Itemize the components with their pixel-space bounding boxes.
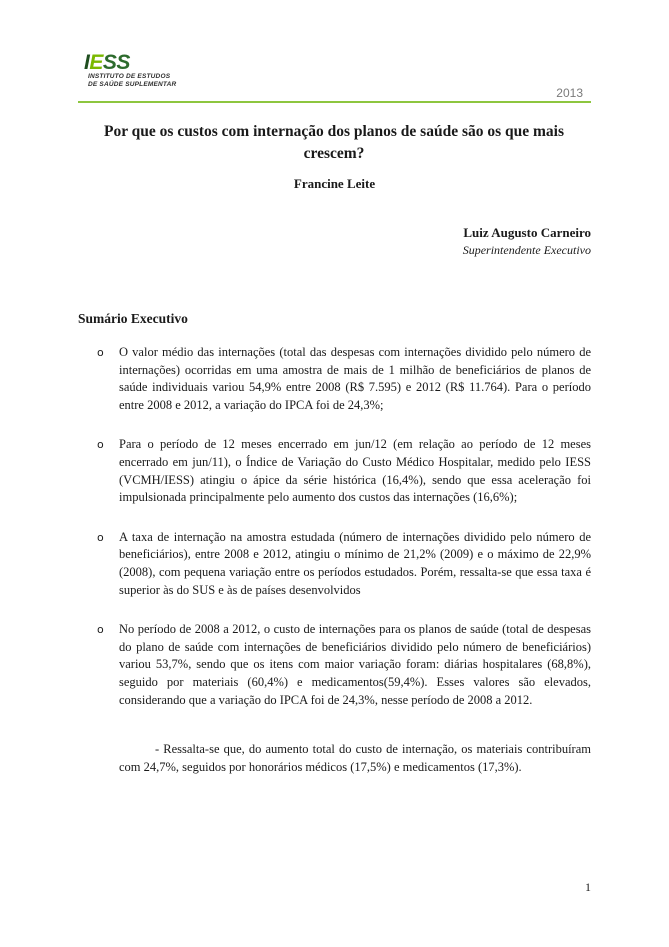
- bullet-text: O valor médio das internações (total das despesas com internações dividido pelo número de internações) ocorridas em uma amostra de mais de 1 milhão de beneficiários de planos de saúde individuais variou 54,9% entre 2008 (R$ 7.595) e 2012 (R$ 11.764). Para o período entre 2008 e 2012, a variação do IPCA foi de 24,3%;: [119, 345, 591, 412]
- bullet-text: Para o período de 12 meses encerrado em jun/12 (em relação ao período de 12 meses encerrado em jun/11), o Índice de Variação do Custo Médico Hospitalar, medido pelo IESS (VCMH/IESS) atingiu o ápice da série histórica (16,4%), sendo que essa aceleração foi impulsionada principalmente pelo aumento dos custos das internações (16,6%);: [119, 437, 591, 505]
- iess-logo: [84, 52, 176, 88]
- sub-note: - Ressalta-se que, do aumento total do custo de internação, os materiais contribuíram com 24,7%, seguidos por honorários médicos (17,5%) e medicamentos (17,3%).: [119, 742, 591, 774]
- summary-bullet-list: [97, 344, 591, 731]
- summary-bullet: [97, 436, 591, 506]
- logo-subtitle-line1: INSTITUTO DE ESTUDOS: [88, 73, 171, 80]
- author-primary: Francine Leite: [293, 176, 376, 191]
- bullet-marker-icon: o: [97, 346, 104, 359]
- header-year: 2013: [556, 86, 583, 100]
- bullet-marker-icon: o: [97, 530, 104, 544]
- author-secondary-name: Luiz Augusto Carneiro: [463, 225, 591, 240]
- summary-bullet: [97, 529, 591, 599]
- logo-subtitle-line2: DE SAÚDE SUPLEMENTAR: [88, 80, 177, 88]
- logo-mark: IESS: [84, 51, 130, 74]
- bullet-text: No período de 2008 a 2012, o custo de internações para os planos de saúde (total de despesas do plano de saúde com internações de beneficiários dividido pelo número de beneficiários) variou 53,7%, sendo que os itens com maior variação foram: diárias hospitalares (68,8%), seguido por materiais (60,4%) e medicamentos(59,4%). Esses valores são elevados, considerando que a variação do IPCA foi de 24,3%, nesse período de 2008 a 2012.: [119, 622, 591, 707]
- summary-bullet: [97, 621, 591, 709]
- page-number: 1: [585, 880, 591, 894]
- summary-bullet: [97, 344, 591, 414]
- author-secondary-role: Superintendente Executivo: [462, 243, 591, 257]
- section-title: Sumário Executivo: [78, 311, 188, 326]
- bullet-text: A taxa de internação na amostra estudada (número de internações dividido pelo número de beneficiários), entre 2008 e 2012, atingiu o mínimo de 21,2% (2009) e o máximo de 22,9% (2008), com pequena variação entre os períodos estudados. Porém, ressalta-se que essa taxa é superior às do SUS e às de países desenvolvidos: [119, 529, 591, 597]
- document-title: Por que os custos com internação dos planos de saúde são os que mais crescem?: [103, 123, 565, 162]
- header-rule: [78, 101, 591, 103]
- bullet-marker-icon: o: [97, 438, 104, 452]
- bullet-marker-icon: o: [97, 623, 104, 637]
